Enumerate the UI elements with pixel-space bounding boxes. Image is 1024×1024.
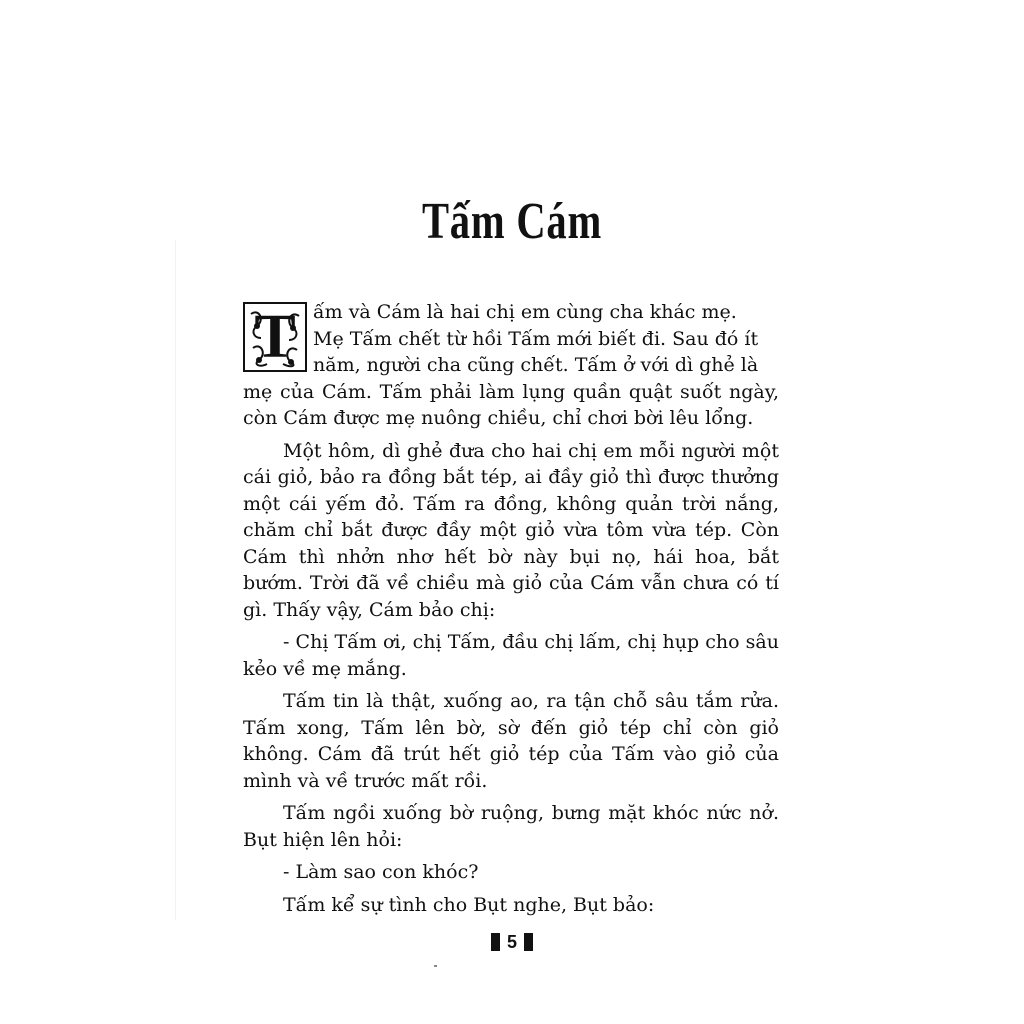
story-body xyxy=(243,299,779,924)
page-footer xyxy=(0,932,1024,953)
paragraph-4: Tấm tin là thật, xuống ao, ra tận chỗ sâu tắm rửa. Tấm xong, Tấm lên bờ, sờ đến giỏ tép chỉ còn giỏ không. Cám đã trút hết giỏ tép của Tấm vào giỏ của mình và về trước mất rồi. xyxy=(243,690,779,792)
paragraph-1: mẹ của Cám. Tấm phải làm lụng quần quật suốt ngày, còn Cám được mẹ nuông chiều, chỉ chơi bời lêu lổng. xyxy=(243,380,779,429)
paragraph-6: - Làm sao con khóc? xyxy=(283,861,479,883)
opening-line-2: Mẹ Tấm chết từ hồi Tấm mới biết đi. Sau đó ít xyxy=(313,327,759,350)
page-edge-shadow xyxy=(175,240,176,920)
opening-lines xyxy=(313,299,779,379)
paragraph-5: Tấm ngồi xuống bờ ruộng, bưng mặt khóc nức nở. Bụt hiện lên hỏi: xyxy=(243,802,779,851)
story-title: Tấm Cám xyxy=(421,193,603,250)
ornamental-dropcap xyxy=(243,302,307,372)
page-number: 5 xyxy=(506,932,517,952)
paragraph-2: Một hôm, dì ghẻ đưa cho hai chị em mỗi người một cái giỏ, bảo ra đồng bắt tép, ai đầy giỏ thì được thưởng một cái yếm đỏ. Tấm ra đồng, không quản trời nắng, chăm chỉ bắt được đầy một giỏ vừa tôm vừa tép. Còn Cám thì nhởn nhơ hết bờ này bụi nọ, hái hoa, bắt bướm. Trời đã về chiều mà giỏ của Cám vẫn chưa có tí gì. Thấy vậy, Cám bảo chị: xyxy=(243,439,779,621)
paragraph-7: Tấm kể sự tình cho Bụt nghe, Bụt bảo: xyxy=(283,893,655,916)
opening-block xyxy=(243,299,779,379)
print-speck xyxy=(434,965,437,967)
right-ornament-icon xyxy=(524,933,533,951)
opening-line-3: năm, người cha cũng chết. Tấm ở với dì ghẻ là xyxy=(313,354,759,376)
left-ornament-icon xyxy=(491,933,500,951)
opening-line-1: ấm và Cám là hai chị em cùng cha khác mẹ. xyxy=(313,301,737,323)
paragraph-3: - Chị Tấm ơi, chị Tấm, đầu chị lấm, chị hụp cho sâu kẻo về mẹ mắng. xyxy=(243,631,779,680)
dropcap-letter: T xyxy=(254,303,296,371)
